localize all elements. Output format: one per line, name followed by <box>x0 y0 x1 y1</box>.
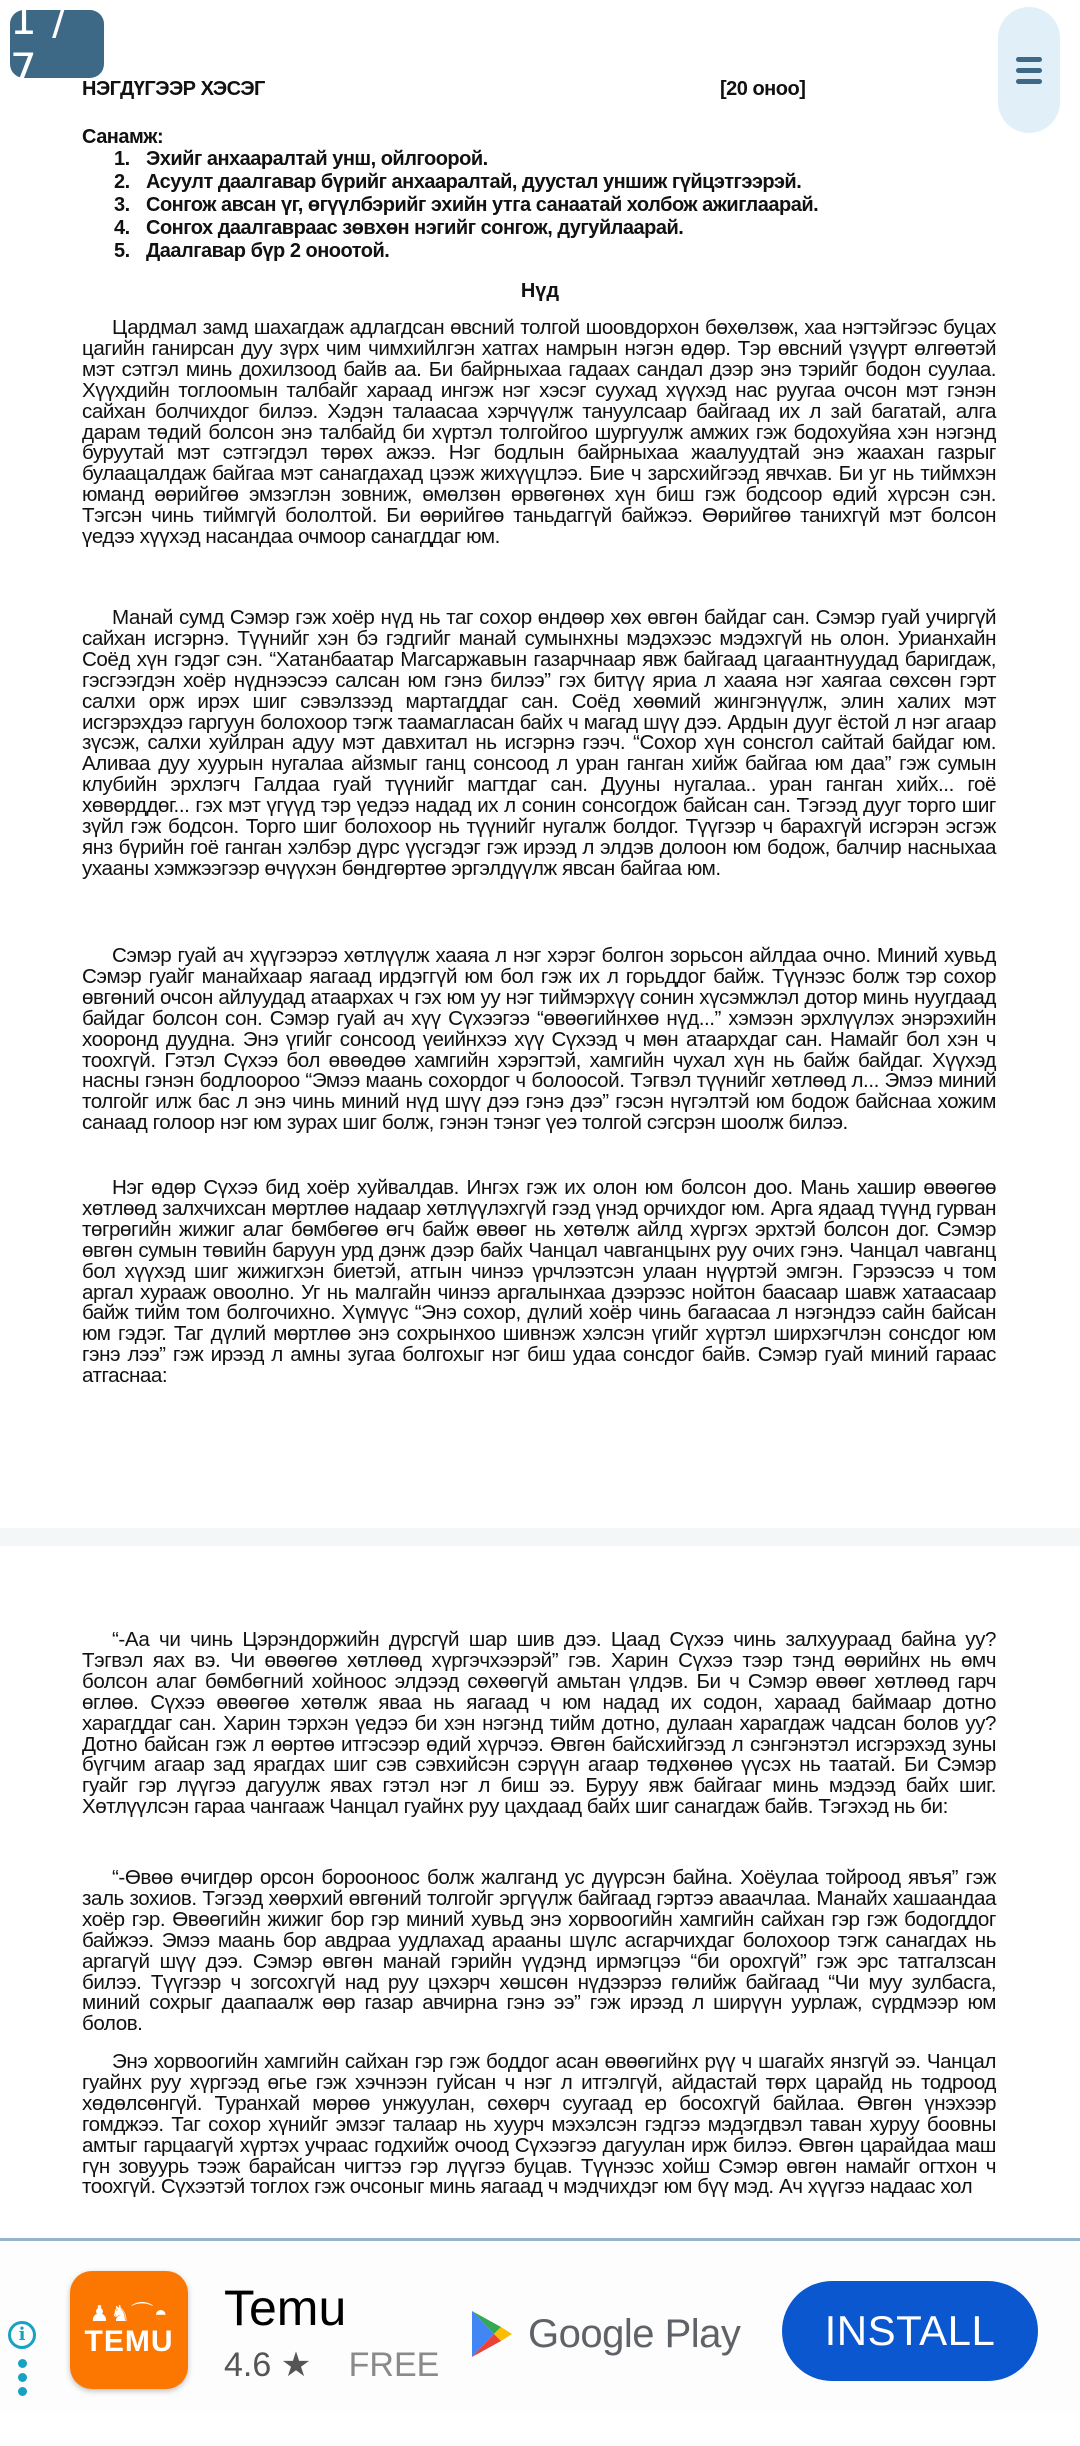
hint-text: Асуулт даалгавар бүрийг анхааралтай, дуустал уншиж гүйцэтгээрэй. <box>146 171 802 193</box>
story-paragraph: Сэмэр гуай ач хүүгээрээ хөтлүүлж хааяа л нэг хэрэг болгон зорьсон айлдаа очно. Миний хувьд Сэмэр гуайг манайхаар яагаад ирдэггүй юм бол гэж их л горьддог байж. Түүнээс болж тэр сохор өвгөний очсон айлуудад атаархах ч гэх юм уу нэг тиймэрхүү сонин хүсэмжлэл дотор минь нуугдаад байдаг болсон сон. Сэмэр гуай ач хүү Сүхээгээ “өвөөгийнхөө нүд...” хэмээн эрхлүүлэх энэрэхийн хооронд дуудна. Энэ үгийг сонсоод үеийнхээ хүү Сүхээд ч мөн атаархдаг сан. Намайг бол хэн ч тоохгүй. Гэтэл Сүхээ бол өвөөдөө хамгийн хэрэгтэй, хамгийн чухал хүн нь байж байдаг. Хүүхэд насны гэнэн бодлоороо “Эмээ маань сохордог ч болоосой. Тэгвэл түүнийг хөтлөөд л... Эмээ миний толгойг илж бас л энэ чинь миний нүд шүү дээ гэнэ дээ” гэсэн нүгэлтэй юм бодож байснаа хожим санаад голоор нэг юм зурах шиг болж, гэнэн тэнэг үеэ толгой сэгсрэн шоолж билээ. <box>82 944 996 1135</box>
hint-number: 2. <box>114 171 130 193</box>
ad-banner[interactable] <box>0 2238 1080 2411</box>
story-paragraph: “-Аа чи чинь Цэрэндоржийн дүрсгүй шар шив дээ. Цаад Сүхээ чинь залхуураад байна уу? Тэгвэл яах вэ. Чи өвөөгөө хөтлөөд хүргэчхээрэй” гэв. Харин Сүхээ тээр тэнд өөрийнх нь өмч болсон алаг бөмбөгний хойноос элдээд сөхөөгүй амьтан үлдэв. Би ч Сэмэр өвөөг хөтлөөд гарч өглөө. Сүхээ өвөөгөө хөтөлж яваа нь яагаад ч юм надад их содон, хараад баймаар дотно харагддаг сан. Харин тэрхэн үедээ би хэн нэгэнд тийм дотно, дулаан харагдаж чадсан болов уу? Дотно байсан гэж л өөртөө итгэсээр өдий хүрчээ. Өвгөн байсхийгээд л сэнгэнэтэл исгэрэхэд зуны бүгчим агаар зад ярагдах шиг сэв сэвхийсэн сэрүүн агаар төдхөнөө үүсэх нь таатай. Би Сэмэр гуайг гэр лүүгээ дагуулж явах гэтэл нэг л биш ээ. Буруу явж байгааг минь мэдээд байх шиг. Хөтлүүлсэн гараа чангааж Чанцал гуайнх руу цахдаад байх шиг санагдаж байв. Тэгэхэд нь би: <box>82 1628 996 1819</box>
app-name[interactable]: Temu <box>224 2280 347 2336</box>
section-title: НЭГДҮГЭЭР ХЭСЭГ <box>82 78 265 100</box>
hint-item <box>114 171 818 194</box>
story-title: Нүд <box>520 280 560 302</box>
hint-number: 4. <box>114 217 130 239</box>
info-icon[interactable]: i <box>8 2321 36 2349</box>
hint-item <box>114 148 818 171</box>
page-separator <box>0 1528 1080 1546</box>
hint-title: Санамж: <box>82 126 164 148</box>
hint-number: 1. <box>114 148 130 170</box>
story-paragraph: “-Өвөө өчигдөр орсон борооноос болж жалганд ус дүүрсэн байна. Хоёулаа тойроод явъя” гэж заль зохиов. Тэгээд хөөрхий өвгөний толгойг эргүүлж байгаад гэртээ аваачлаа. Манайх хашаандаа хоёр гэр. Өвөөгийн жижиг бор гэр миний хувьд энэ хорвоогийн хамгийн сайхан гэр гэж бодогддог байжээ. Эмээ маань бор авдраа уудлахад арааны шүлс асгарчихдаг болохоор тэгж санагдах нь аргагүй шүү дээ. Сэмэр өвгөн манай гэрийн үүдэнд ирмэгцээ “би орохгүй” гэж эрс татгалзсан билээ. Түүгээр ч зогсохгүй над руу цэхэрч хөшсөн нүдээрээ гөлийж байгаад “Чи муу зулбасга, миний сохрыг даапаалж өөр газар авчирна гэнэ ээ” гэж ирээд л ширүүн уурлаж, сүрдмээр юм болов. <box>82 1866 996 2036</box>
app-price: FREE <box>348 2346 440 2384</box>
hint-text: Сонгож авсан үг, өгүүлбэрийг эхийн утга санаатай холбож ажиглаарай. <box>146 194 819 216</box>
hamburger-menu-icon-bar <box>1016 79 1042 84</box>
app-icon[interactable] <box>70 2271 188 2389</box>
app-icon-glyphs: ♟♞⌒◓ <box>89 2301 169 2326</box>
section-header <box>82 78 1042 101</box>
hamburger-menu-icon <box>1016 57 1042 62</box>
hint-item <box>114 240 818 263</box>
google-play-icon <box>470 2309 514 2359</box>
hamburger-menu-icon-bar <box>1016 68 1042 73</box>
story-paragraph: Цардмал замд шахагдаж адлагдсан өвсний толгой шоовдорхон бөхөлзөж, хаа нэгтэйгээс буцах цагийн ганирсан дуу зүрх чим чимхийлгэн хатгах намрын нэгэн өдөр. Тэр өвсний үзүүрт өлгөөтэй мэт сэтгэл минь дохилзоод байв аа. Би байрныхаа гадаах сандал дээр энэ тэрийг бодон суулаа. Хүүхдийн тоглоомын талбайг хараад ингэж нэг хэсэг суухад хүүхэд нас руугаа очсон мэт гэнэн сайхан болчихдог билээ. Хэдэн талаасаа хэрчүүлж тануулсаар байгаад их л зай багатай, алга дарам төдий болсон энэ талбайд би хүртэл толгойгоо шургуулж амжих гэж бодохуйяа хэн нэгэнд буруутай мэт сэтгэгдэл төрөх ажээ. Нэг бодлын байрныхаа жаалуудтай энэ жаахан газрыг булаацалдаж байгаа мэт санагдахад цээж жихүүцлээ. Бие ч зарсхийгээд явчхав. Би уг нь тиймхэн юманд өөрийгөө эмзэглэн зовниж, өмөлзөн өрвөгөнөх хүн биш гэж бодсоор өдий хүрсэн сэн. Тэгсэн чинь тиймгүй бололтой. Би өөрийгөө таньдаггүй байжээ. Өөрийгөө танихгүй мэт болсон үедээ хүүхэд насандаа очмоор санагддаг юм. <box>82 316 996 549</box>
hint-text: Даалгавар бүр 2 оноотой. <box>146 240 390 262</box>
app-meta <box>224 2345 439 2385</box>
hint-item <box>114 217 818 240</box>
more-vertical-icon[interactable] <box>18 2359 27 2396</box>
story-paragraph: Энэ хорвоогийн хамгийн сайхан гэр гэж боддог асан өвөөгийнх рүү ч шагайх янзгүй ээ. Чанцал гуайнх руу хүргээд өгье гэж хэчнээн гуйсан ч нэг л итгэлгүй, айдастай төрх царайд нь тодроод хөдөлсөнгүй. Туранхай мөрөө унжуулан, сөхөрч суугаад ер босохгүй байлаа. Өвгөн үнэхээр гомджээ. Таг сохор хүнийг эмзэг талаар нь хуурч мэхэлсэн гэдгээ мэдэгдвэл таван хуруу боовны амтыг гарцаагүй хүртэх учраас годхийж очоод Сүхээгээ дагуулан ирж билээ. Өвгөн царайдаа маш гүн зовуурь тээж барайсан чигтээ гэр лүүгээ буцав. Түүнээс хойш Сэмэр өвгөн намайг огтхон ч тоохгүй. Сүхээтэй тоглох гэж очсоныг минь яагаад ч мэдчихдэг юм бүү мэд. Ач хүүгээ надаас хол <box>82 2050 996 2199</box>
story-paragraph: Нэг өдөр Сүхээ бид хоёр хуйвалдав. Ингэх гэж их олон юм болсон доо. Мань хашир өвөөгөө хөтлөөд залхчихсан мөртлөө надаар хөтлүүлэхгүй гээд үнэд орчихдог юм. Арга ядаад түүнд гурван төгрөгийн жижиг алаг бөмбөгөө өгч байж өвөөг нь хөтөлж айлд хүргэх эрхтэй болсон дог. Сэмэр өвгөн сумын төвийн баруун урд дэнж дээр байх Чанцал чавганцынх руу очих гэнэ. Чанцал чавганц бол хүүхэд шиг жижигхэн биетэй, атгын чинээ үрчлээтсэн улаан нүүртэй эмгэн. Гэрээсээ ч том аргал хурааж овоолно. Уг нь малгайн чинээ аргалынхаа дээрээс нойтон баасаар шавж хатаасаар байж тийм том болгочихно. Хүмүүс “Энэ сохор, дүлий хоёр чинь багаасаа л нэгэндээ сайн байсан юм гэдэг. Таг дүлий мөртлөө энэ сохрынхоо шивнэж хэлсэн үгийг хүртэл ширхэгчлэн сонсдог юм гэнэ лээ” гэж ирээд л амны зугаа болгохыг нэг биш удаа сонсдог байв. Сэмэр гуай миний гараас атгаснаа: <box>82 1176 996 1388</box>
hint-text: Эхийг анхааралтай унш, ойлгоорой. <box>146 148 488 170</box>
hint-number: 5. <box>114 240 130 262</box>
story-paragraph: Манай сумд Сэмэр гэж хоёр нүд нь таг сохор өндөөр хөх өвгөн байдаг сан. Сэмэр гуай учиргүй сайхан исгэрнэ. Түүнийг хэн бэ гэдгийг манай сумынхны мэдэхээс мэдэхгүй нь олон. Урианхайн Соёд хүн гэдэг сэн. “Хатанбаатар Магсаржавын газарчнаар явж байгаад цагаантнуудад баригдаж, гэсгээгдэн хоёр нүднээсээ салсан юм гэнэ билээ” гэх битүү яриа л хааяа нэг хаягаа сөхсөн гэрт салхи орж ирэх шиг сэвэлзээд мартагддаг сан. Соёд хөөмий жингэнүүлж, элин халих мэт исгэрэхдээ гаргуун болохоор тэгж таамагласан байх ч магад шүү дээ. Ардын дууг ёстой л нэг агаар зүсэж, салхи хуйлран адуу мэт давхитал нь исгэрнэ гээч. “Сохор хүн сонсгол сайтай байдаг юм. Аливаа дуу хуурын нугалаа айзмыг ганц сонсоод л уран ганган хийж байгаа юм даа” гэж сумын клубийн эрхлэгч Галдаа гуай түүнийг магтдаг сан. Дууны нугалаа.. уран ганган хийх... гоё хөвөрддөг... гэх мэт үгүүд тэр үедээ надад их л сонин сонсогдож байсан сан. Тэгээд дууг торго шиг зүйл гэж бодсон. Торго шиг болохоор нь түүнийг нугалж болдог. Түүгээр ч барахгүй исгэрэн эсгэж янз бүрийн гоё ганган хэлбэр дүрс үүсгэдэг гэж ирээд л элдэв долоон юм бодож, балчир насныхаа ухааны хэмжээгээр өчүүхэн бөндгөртөө эргэлдүүлж явсан байгаа юм. <box>82 606 996 880</box>
app-rating: 4.6 <box>224 2346 272 2384</box>
hint-item <box>114 194 818 217</box>
star-icon: ★ <box>280 2346 312 2384</box>
page-indicator: 1 / 7 <box>10 10 104 78</box>
hint-number: 3. <box>114 194 130 216</box>
hint-text: Сонгох даалгавраас зөвхөн нэгийг сонгож, дугуйлаарай. <box>146 217 684 239</box>
google-play-badge <box>470 2309 740 2359</box>
section-points: [20 оноо] <box>720 78 806 100</box>
menu-button[interactable] <box>998 7 1060 133</box>
install-button[interactable]: INSTALL <box>782 2281 1038 2381</box>
app-icon-brand: TEMU <box>84 2325 174 2358</box>
store-name: Google Play <box>528 2311 741 2356</box>
hint-list <box>114 148 818 263</box>
